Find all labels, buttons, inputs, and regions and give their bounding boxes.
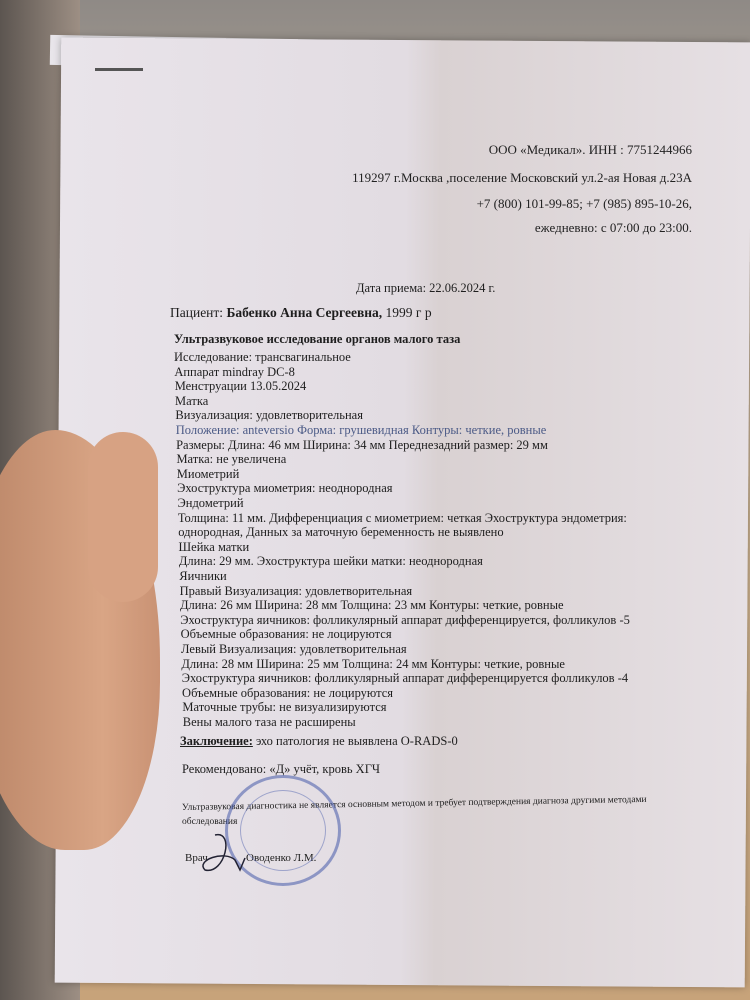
patient-line bbox=[170, 305, 432, 321]
patient-year: 1999 г р bbox=[382, 305, 432, 320]
report-line: Правый Визуализация: удовлетворительная bbox=[179, 583, 413, 598]
report-line: Аппарат mindray DC-8 bbox=[174, 364, 295, 379]
patient-name: Бабенко Анна Сергеевна, bbox=[226, 305, 383, 320]
clinic-hours: ежедневно: с 07:00 до 23:00. bbox=[534, 220, 692, 235]
report-line: Миометрий bbox=[176, 466, 240, 481]
clinic-phones: +7 (800) 101-99-85; +7 (985) 895-10-26, bbox=[476, 196, 692, 211]
report-line: Матка: не увеличена bbox=[176, 452, 287, 467]
report-line: Положение: anteversio Форма: грушевидная Контуры: четкие, ровные bbox=[175, 423, 547, 437]
report-line: Длина: 28 мм Ширина: 25 мм Толщина: 24 мм Контуры: четкие, ровные bbox=[181, 656, 565, 671]
report-line: Объемные образования: не лоцируются bbox=[180, 627, 392, 642]
report-line: Длина: 26 мм Ширина: 28 мм Толщина: 23 мм Контуры: четкие, ровные bbox=[179, 598, 564, 613]
report-line: Маточные трубы: не визуализируются bbox=[182, 700, 387, 715]
report-line: Толщина: 11 мм. Дифференциация с миометрием: четкая Эхоструктура эндометрия: bbox=[177, 510, 627, 525]
visit-date: Дата приема: 22.06.2024 г. bbox=[356, 281, 496, 295]
report-line: Размеры: Длина: 46 мм Ширина: 34 мм Переднезадний размер: 29 мм bbox=[176, 437, 548, 452]
report-line: Эхоструктура миометрия: неоднородная bbox=[177, 481, 393, 496]
disclaimer-cont: обследования bbox=[182, 817, 238, 827]
report-line: Эхоструктура яичников: фолликулярный аппарат дифференцируется, фолликулов -5 bbox=[180, 612, 630, 627]
report-line: Объемные образования: не лоцируются bbox=[182, 685, 393, 700]
report-line: Матка bbox=[175, 393, 209, 408]
report-line: Шейка матки bbox=[178, 539, 250, 554]
report-line: однородная, Данных за маточную беременность не выявлено bbox=[178, 525, 504, 540]
recommendation: Рекомендовано: «Д» учёт, кровь ХГЧ bbox=[182, 762, 381, 776]
report-line: Визуализация: удовлетворительная bbox=[175, 408, 363, 423]
patient-label: Пациент: bbox=[170, 305, 227, 320]
report-line: Эхоструктура яичников: фолликулярный аппарат дифференцируется фолликулов -4 bbox=[181, 671, 629, 686]
report-line: Менструации 13.05.2024 bbox=[174, 379, 307, 394]
conclusion-text: эхо патология не выявлена O-RADS-0 bbox=[252, 734, 458, 748]
disclaimer: Ультразвуковая диагностика не является основным методом и требует подтверждения диагноза другими методами bbox=[181, 794, 647, 813]
report-line: Яичники bbox=[179, 569, 227, 583]
report-line: Вены малого таза не расширены bbox=[182, 715, 356, 729]
dash-mark bbox=[95, 68, 143, 71]
report-line: Левый Визуализация: удовлетворительная bbox=[181, 642, 407, 656]
doctor-label: Врач bbox=[185, 852, 208, 864]
report-line: Исследование: трансвагинальное bbox=[174, 350, 351, 364]
conclusion-label: Заключение: bbox=[180, 734, 253, 748]
clinic-org: ООО «Медикал». ИНН : 7751244966 bbox=[488, 142, 692, 157]
report-line: Длина: 29 мм. Эхоструктура шейки матки: неоднородная bbox=[178, 554, 483, 569]
thumb bbox=[88, 432, 158, 602]
conclusion-line bbox=[180, 734, 458, 748]
exam-title: Ультразвуковое исследование органов малого таза bbox=[174, 332, 461, 346]
signature bbox=[195, 830, 255, 880]
clinic-address: 119297 г.Москва ,поселение Московский ул.2-ая Новая д.23А bbox=[352, 170, 692, 185]
report-line: Эндометрий bbox=[177, 496, 244, 510]
doctor-name: Оводенко Л.М. bbox=[246, 852, 317, 864]
